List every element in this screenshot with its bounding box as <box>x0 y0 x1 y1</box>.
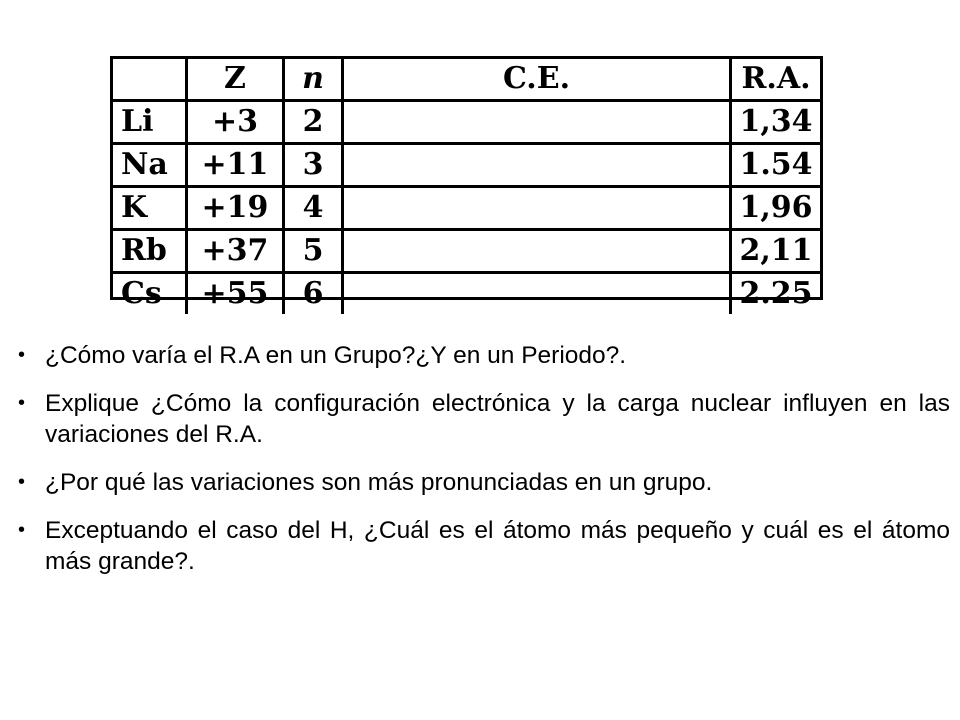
question-text: Explique ¿Cómo la configuración electrónica y la carga nuclear influyen en las variaciones del R.A. <box>45 390 950 448</box>
header-z: Z <box>187 59 284 101</box>
table-row <box>113 230 820 273</box>
cell-n: 2 <box>284 101 343 144</box>
cell-ra: 1,34 <box>731 101 821 144</box>
question-text: ¿Por qué las variaciones son más pronunciadas en un grupo. <box>45 469 713 496</box>
cell-element: Li <box>113 101 187 144</box>
cell-element: Na <box>113 144 187 187</box>
question-list <box>18 340 950 594</box>
cell-ce <box>343 273 731 315</box>
cell-element: Rb <box>113 230 187 273</box>
cell-ra: 1.54 <box>731 144 821 187</box>
bullet-icon: • <box>18 392 26 414</box>
cell-z: +19 <box>187 187 284 230</box>
question-text: ¿Cómo varía el R.A en un Grupo?¿Y en un Periodo?. <box>45 342 627 369</box>
cell-z: +11 <box>187 144 284 187</box>
cell-z: +37 <box>187 230 284 273</box>
cell-z: +55 <box>187 273 284 315</box>
cell-ce <box>343 230 731 273</box>
list-item <box>18 340 950 371</box>
cell-z: +3 <box>187 101 284 144</box>
cell-n: 5 <box>284 230 343 273</box>
header-element <box>113 59 187 101</box>
cell-element: K <box>113 187 187 230</box>
cell-element: Cs <box>113 273 187 315</box>
list-item <box>18 467 950 498</box>
cell-n: 6 <box>284 273 343 315</box>
table-header-row <box>113 59 820 101</box>
table-row <box>113 273 820 315</box>
header-n: n <box>284 59 343 101</box>
cell-ra: 1,96 <box>731 187 821 230</box>
cell-ce <box>343 101 731 144</box>
atomic-radius-table-container <box>110 56 823 311</box>
header-ra: R.A. <box>731 59 821 101</box>
cell-ra: 2.25 <box>731 273 821 315</box>
list-item <box>18 388 950 450</box>
cell-n: 3 <box>284 144 343 187</box>
question-text: Exceptuando el caso del H, ¿Cuál es el átomo más pequeño y cuál es el átomo más grande?. <box>45 517 950 575</box>
list-item <box>18 515 950 577</box>
bullet-icon: • <box>18 344 26 366</box>
cell-ra: 2,11 <box>731 230 821 273</box>
bullet-icon: • <box>18 519 26 541</box>
bullet-icon: • <box>18 471 26 493</box>
cell-ce <box>343 187 731 230</box>
atomic-radius-table <box>113 59 820 314</box>
cell-n: 4 <box>284 187 343 230</box>
header-ce: C.E. <box>343 59 731 101</box>
table-row <box>113 101 820 144</box>
cell-ce <box>343 144 731 187</box>
table-row <box>113 144 820 187</box>
table-row <box>113 187 820 230</box>
